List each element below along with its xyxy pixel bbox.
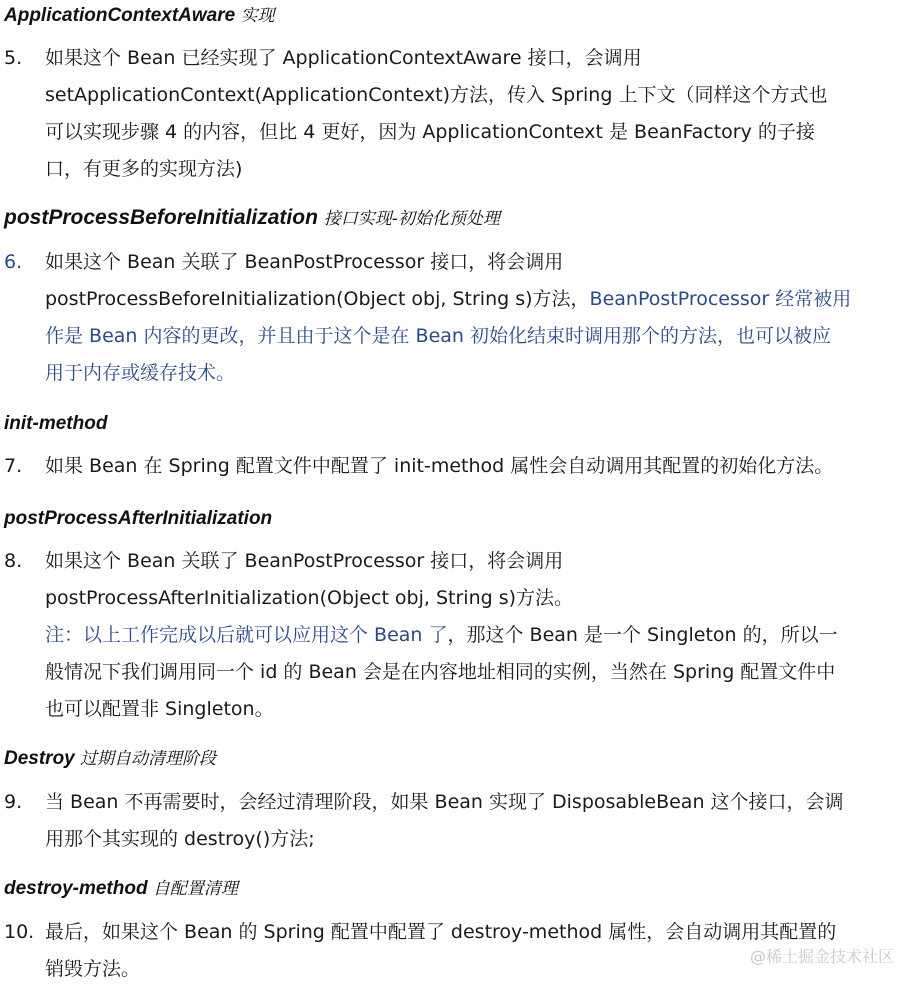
heading-text: init-method [4,413,108,434]
item-line [45,281,917,318]
item-body [45,784,917,858]
item-line: postProcessAfterInitialization(Object obj, String s)方法。 [45,587,574,609]
item-body [45,543,917,728]
heading-destroy-method [4,877,238,901]
item-line: 口，有更多的实现方法) [45,158,243,180]
item-line-text: postProcessBeforeInitialization(Object obj, String s)方法， [45,288,590,310]
item-number: 7. [4,455,23,477]
note-highlight: 注：以上工作完成以后就可以应用这个 Bean 了 [45,624,448,646]
item-line [45,617,917,654]
item-line: 销毁方法。 [45,958,141,980]
item-line: 可以实现步骤 4 的内容，但比 4 更好，因为 ApplicationContext 是 BeanFactory 的子接 [45,121,815,143]
heading-text: postProcessBeforeInitialization [4,206,318,229]
item-line: 如果这个 Bean 已经实现了 ApplicationContextAware 接口，会调用 [45,47,642,69]
heading-application-context-aware [4,4,274,28]
item-line-highlight: BeanPostProcessor 经常被用 [589,288,852,310]
heading-cn-text: 实现 [240,6,275,26]
heading-text: destroy-method [4,878,148,899]
item-line: 如果这个 Bean 关联了 BeanPostProcessor 接口，将会调用 [45,550,564,572]
item-number: 10. [4,921,35,943]
item-line-text: ，那这个 Bean 是一个 Singleton 的，所以一 [447,624,838,646]
item-line: 也可以配置非 Singleton。 [45,698,274,720]
heading-cn-text: 过期自动清理阶段 [80,749,217,769]
item-number: 8. [4,550,23,572]
item-body [45,448,917,485]
item-line-highlight: 用于内存或缓存技术。 [45,362,236,384]
item-line: 如果 Bean 在 Spring 配置文件中配置了 init-method 属性会自动调用其配置的初始化方法。 [45,455,834,477]
item-number: 5. [4,47,23,69]
heading-text: ApplicationContextAware [4,5,236,26]
heading-destroy [4,747,216,771]
item-line-highlight: 作是 Bean 内容的更改，并且由于这个是在 Bean 初始化结束时调用那个的方法，也可以被应 [45,325,831,347]
item-number: 6. [4,251,23,273]
heading-init-method [4,412,107,436]
heading-cn-text: 自配置清理 [152,879,238,899]
heading-cn-text: 接口实现-初始化预处理 [323,209,500,229]
item-line: 当 Bean 不再需要时，会经过清理阶段，如果 Bean 实现了 DisposableBean 这个接口，会调 [45,791,844,813]
heading-text: Destroy [4,748,75,769]
heading-text: postProcessAfterInitialization [4,508,273,529]
item-body [45,40,917,188]
item-body [45,244,917,392]
item-line: 如果这个 Bean 关联了 BeanPostProcessor 接口，将会调用 [45,251,564,273]
heading-post-process-after-initialization [4,507,272,531]
item-line: setApplicationContext(ApplicationContext)方法，传入 Spring 上下文（同样这个方式也 [45,84,828,106]
item-line: 般情况下我们调用同一个 id 的 Bean 会是在内容地址相同的实例，当然在 Spring 配置文件中 [45,661,836,683]
item-line: 最后，如果这个 Bean 的 Spring 配置中配置了 destroy-method 属性，会自动调用其配置的 [45,921,837,943]
item-number: 9. [4,791,23,813]
heading-post-process-before-initialization [4,206,500,231]
watermark: @稀土掘金技术社区 [749,947,894,966]
item-line: 用那个其实现的 destroy()方法; [45,828,315,850]
